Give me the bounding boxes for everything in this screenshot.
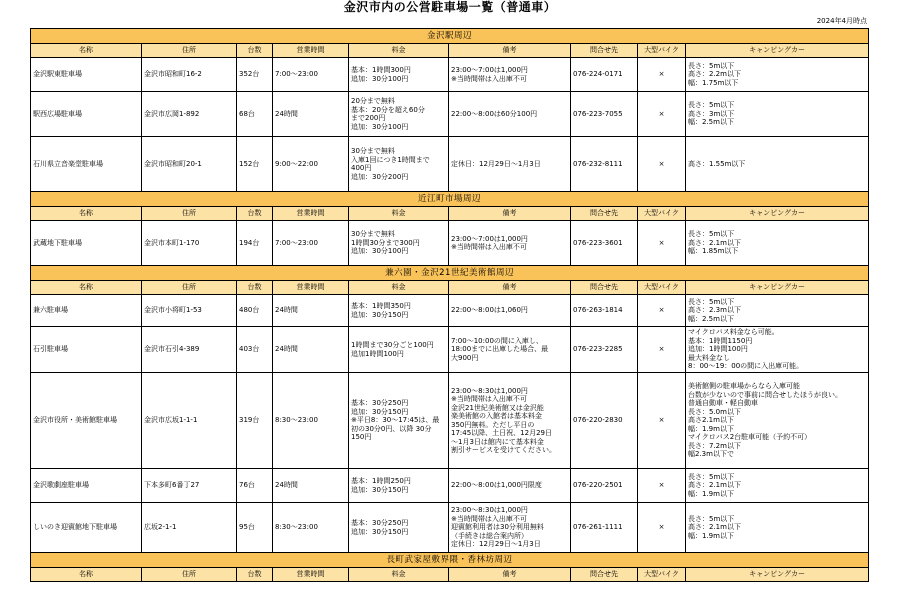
column-header-contact: 問合せ先 xyxy=(571,44,638,58)
section-header xyxy=(31,29,869,44)
cell-note: 23:00～8:30は1,000円 ※当時間帯は入出庫不可 金沢21世紀美術館又は金沢能 楽美術館の入館者は基本料金 350円無料。ただし平日の 17:45以降、土日祝、12月29日 ～1月3日は館内にて基本料金 割引サービスを受けてください。 xyxy=(449,373,571,469)
cell-contact: 076-224-0171 xyxy=(571,58,638,92)
cell-fee: 30分まで無料 1時間30分まで300円 追加：30分100円 xyxy=(349,221,449,266)
cell-bike: × xyxy=(638,221,686,266)
cell-camper: マイクロバス料金なら可能。 基本：1時間1150円 追加：1時間100円 最大料金なし 8：00～19：00の間に入出庫可能。 xyxy=(686,327,869,373)
column-header-note: 備考 xyxy=(449,207,571,221)
section-title: 近江町市場周辺 xyxy=(31,192,869,207)
cell-note: 定休日：12月29日～1月3日 xyxy=(449,137,571,192)
cell-count: 68台 xyxy=(237,92,273,137)
parking-table xyxy=(30,28,869,582)
table-row xyxy=(31,469,869,503)
cell-camper: 長さ：5m以下 高さ：3m以下 幅：2.5m以下 xyxy=(686,92,869,137)
cell-contact: 076-232-8111 xyxy=(571,137,638,192)
column-header-fee: 料金 xyxy=(349,281,449,295)
cell-count: 152台 xyxy=(237,137,273,192)
cell-camper: 長さ：5m以下 高さ：2.3m以下 幅：2.5m以下 xyxy=(686,295,869,327)
cell-fee: 基本：30分250円 追加：30分150円 ※平日8：30～17:45は、最 初の30分0円、以降 30分 150円 xyxy=(349,373,449,469)
cell-bike: × xyxy=(638,137,686,192)
column-header-row xyxy=(31,207,869,221)
column-header-bike: 大型バイク xyxy=(638,281,686,295)
column-header-camper: キャンピングカー xyxy=(686,207,869,221)
column-header-count: 台数 xyxy=(237,568,273,582)
section-header xyxy=(31,553,869,568)
cell-count: 403台 xyxy=(237,327,273,373)
column-header-contact: 問合せ先 xyxy=(571,281,638,295)
cell-fee: 20分まで無料 基本：20分を超え60分 まで200円 追加：30分100円 xyxy=(349,92,449,137)
cell-note: 23:00～7:00は1,000円 ※当時間帯は入出庫不可 xyxy=(449,58,571,92)
cell-bike: × xyxy=(638,469,686,503)
section-header xyxy=(31,266,869,281)
column-header-bike: 大型バイク xyxy=(638,207,686,221)
cell-address: 金沢市石引4-389 xyxy=(142,327,237,373)
table-row xyxy=(31,327,869,373)
column-header-hours: 営業時間 xyxy=(273,44,349,58)
cell-name: 金沢歌劇座駐車場 xyxy=(31,469,142,503)
column-header-bike: 大型バイク xyxy=(638,44,686,58)
column-header-name: 名称 xyxy=(31,44,142,58)
cell-address: 金沢市広坂1-1-1 xyxy=(142,373,237,469)
as-of-date: 2024年4月時点 xyxy=(816,17,867,25)
cell-name: 兼六駐車場 xyxy=(31,295,142,327)
cell-note: 22:00～8:00は60分100円 xyxy=(449,92,571,137)
cell-count: 194台 xyxy=(237,221,273,266)
cell-fee: 基本：1時間350円 追加：30分150円 xyxy=(349,295,449,327)
cell-hours: 7:00～23:00 xyxy=(273,221,349,266)
section-title: 金沢駅周辺 xyxy=(31,29,869,44)
cell-note: 22:00～8:00は1,060円 xyxy=(449,295,571,327)
cell-fee: 1時間まで30分ごと100円 追加1時間100円 xyxy=(349,327,449,373)
column-header-row xyxy=(31,44,869,58)
cell-note: 23:00～7:00は1,000円 ※当時間帯は入出庫不可 xyxy=(449,221,571,266)
column-header-contact: 問合せ先 xyxy=(571,207,638,221)
column-header-address: 住所 xyxy=(142,568,237,582)
table-row xyxy=(31,58,869,92)
cell-address: 広坂2-1-1 xyxy=(142,503,237,553)
column-header-note: 備考 xyxy=(449,281,571,295)
cell-name: 金沢駅東駐車場 xyxy=(31,58,142,92)
cell-hours: 8:30～23:00 xyxy=(273,503,349,553)
cell-address: 金沢市本町1-170 xyxy=(142,221,237,266)
column-header-camper: キャンピングカー xyxy=(686,281,869,295)
column-header-camper: キャンピングカー xyxy=(686,44,869,58)
cell-contact: 076-223-3601 xyxy=(571,221,638,266)
column-header-bike: 大型バイク xyxy=(638,568,686,582)
column-header-hours: 営業時間 xyxy=(273,281,349,295)
cell-note: 23:00～8:30は1,000円 ※当時間帯は入出庫不可 迎賓館利用者は30分利用無料 （手続きは総合案内所） 定休日：12月29日～1月3日 xyxy=(449,503,571,553)
cell-hours: 24時間 xyxy=(273,295,349,327)
column-header-hours: 営業時間 xyxy=(273,568,349,582)
column-header-name: 名称 xyxy=(31,281,142,295)
column-header-count: 台数 xyxy=(237,44,273,58)
column-header-note: 備考 xyxy=(449,44,571,58)
column-header-fee: 料金 xyxy=(349,44,449,58)
column-header-row xyxy=(31,568,869,582)
cell-fee: 基本：1時間250円 追加：30分150円 xyxy=(349,469,449,503)
column-header-name: 名称 xyxy=(31,568,142,582)
cell-camper: 長さ：5m以下 高さ：2.2m以下 幅：1.75m以下 xyxy=(686,58,869,92)
cell-address: 下本多町6番丁27 xyxy=(142,469,237,503)
cell-bike: × xyxy=(638,295,686,327)
cell-camper: 高さ：1.55m以下 xyxy=(686,137,869,192)
column-header-contact: 問合せ先 xyxy=(571,568,638,582)
cell-hours: 9:00～22:00 xyxy=(273,137,349,192)
cell-fee: 30分まで無料 入庫1回につき1時間まで 400円 追加：30分200円 xyxy=(349,137,449,192)
table-row xyxy=(31,503,869,553)
section-header xyxy=(31,192,869,207)
table-row xyxy=(31,295,869,327)
cell-address: 金沢市昭和町20-1 xyxy=(142,137,237,192)
column-header-fee: 料金 xyxy=(349,207,449,221)
section-title: 長町武家屋敷界隈・香林坊周辺 xyxy=(31,553,869,568)
table-row xyxy=(31,221,869,266)
cell-count: 352台 xyxy=(237,58,273,92)
cell-hours: 7:00～23:00 xyxy=(273,58,349,92)
cell-name: 石引駐車場 xyxy=(31,327,142,373)
cell-hours: 24時間 xyxy=(273,469,349,503)
column-header-address: 住所 xyxy=(142,44,237,58)
cell-fee: 基本：30分250円 追加：30分150円 xyxy=(349,503,449,553)
cell-contact: 076-261-1111 xyxy=(571,503,638,553)
cell-name: 石川県立音楽堂駐車場 xyxy=(31,137,142,192)
page-title: 金沢市内の公営駐車場一覧（普通車） xyxy=(343,0,557,14)
column-header-address: 住所 xyxy=(142,207,237,221)
cell-hours: 24時間 xyxy=(273,92,349,137)
cell-contact: 076-263-1814 xyxy=(571,295,638,327)
section-title: 兼六園・金沢21世紀美術館周辺 xyxy=(31,266,869,281)
cell-camper: 長さ：5m以下 高さ：2.1m以下 幅：1.9m以下 xyxy=(686,503,869,553)
cell-address: 金沢市広岡1-892 xyxy=(142,92,237,137)
cell-address: 金沢市小将町1-53 xyxy=(142,295,237,327)
cell-contact: 076-223-7055 xyxy=(571,92,638,137)
table-row xyxy=(31,137,869,192)
cell-contact: 076-220-2501 xyxy=(571,469,638,503)
cell-camper: 長さ：5m以下 高さ：2.1m以下 幅：1.9m以下 xyxy=(686,469,869,503)
cell-address: 金沢市昭和町16-2 xyxy=(142,58,237,92)
column-header-camper: キャンピングカー xyxy=(686,568,869,582)
cell-count: 95台 xyxy=(237,503,273,553)
column-header-count: 台数 xyxy=(237,207,273,221)
cell-name: 武蔵地下駐車場 xyxy=(31,221,142,266)
cell-contact: 076-223-2285 xyxy=(571,327,638,373)
cell-name: 駅西広場駐車場 xyxy=(31,92,142,137)
cell-camper: 長さ：5m以下 高さ：2.1m以下 幅：1.85m以下 xyxy=(686,221,869,266)
cell-count: 480台 xyxy=(237,295,273,327)
column-header-hours: 営業時間 xyxy=(273,207,349,221)
column-header-fee: 料金 xyxy=(349,568,449,582)
column-header-row xyxy=(31,281,869,295)
cell-bike: × xyxy=(638,503,686,553)
cell-camper: 美術館側の駐車場からなら入庫可能 台数が少ないので事前に問合せしたほうが良い。 普通自動車・軽自動車 長さ：5.0m以下 高さ2.1m以下 幅：1.9m以下 マイクロバス2台駐車可能（予約不可） 長さ：7.2m以下 幅2.3m以下で xyxy=(686,373,869,469)
cell-bike: × xyxy=(638,92,686,137)
cell-bike: × xyxy=(638,327,686,373)
column-header-name: 名称 xyxy=(31,207,142,221)
cell-hours: 8:30～23:00 xyxy=(273,373,349,469)
column-header-note: 備考 xyxy=(449,568,571,582)
cell-count: 76台 xyxy=(237,469,273,503)
cell-bike: × xyxy=(638,373,686,469)
cell-name: しいのき迎賓館地下駐車場 xyxy=(31,503,142,553)
cell-bike: × xyxy=(638,58,686,92)
table-row xyxy=(31,373,869,469)
table-row xyxy=(31,92,869,137)
cell-count: 319台 xyxy=(237,373,273,469)
column-header-address: 住所 xyxy=(142,281,237,295)
cell-name: 金沢市役所・美術館駐車場 xyxy=(31,373,142,469)
cell-note: 7:00～10:00の間に入庫し、 18:00までに出庫した場合、最 大900円 xyxy=(449,327,571,373)
cell-note: 22:00～8:00は1,000円限度 xyxy=(449,469,571,503)
cell-hours: 24時間 xyxy=(273,327,349,373)
cell-fee: 基本：1時間300円 追加：30分100円 xyxy=(349,58,449,92)
column-header-count: 台数 xyxy=(237,281,273,295)
cell-contact: 076-220-2830 xyxy=(571,373,638,469)
